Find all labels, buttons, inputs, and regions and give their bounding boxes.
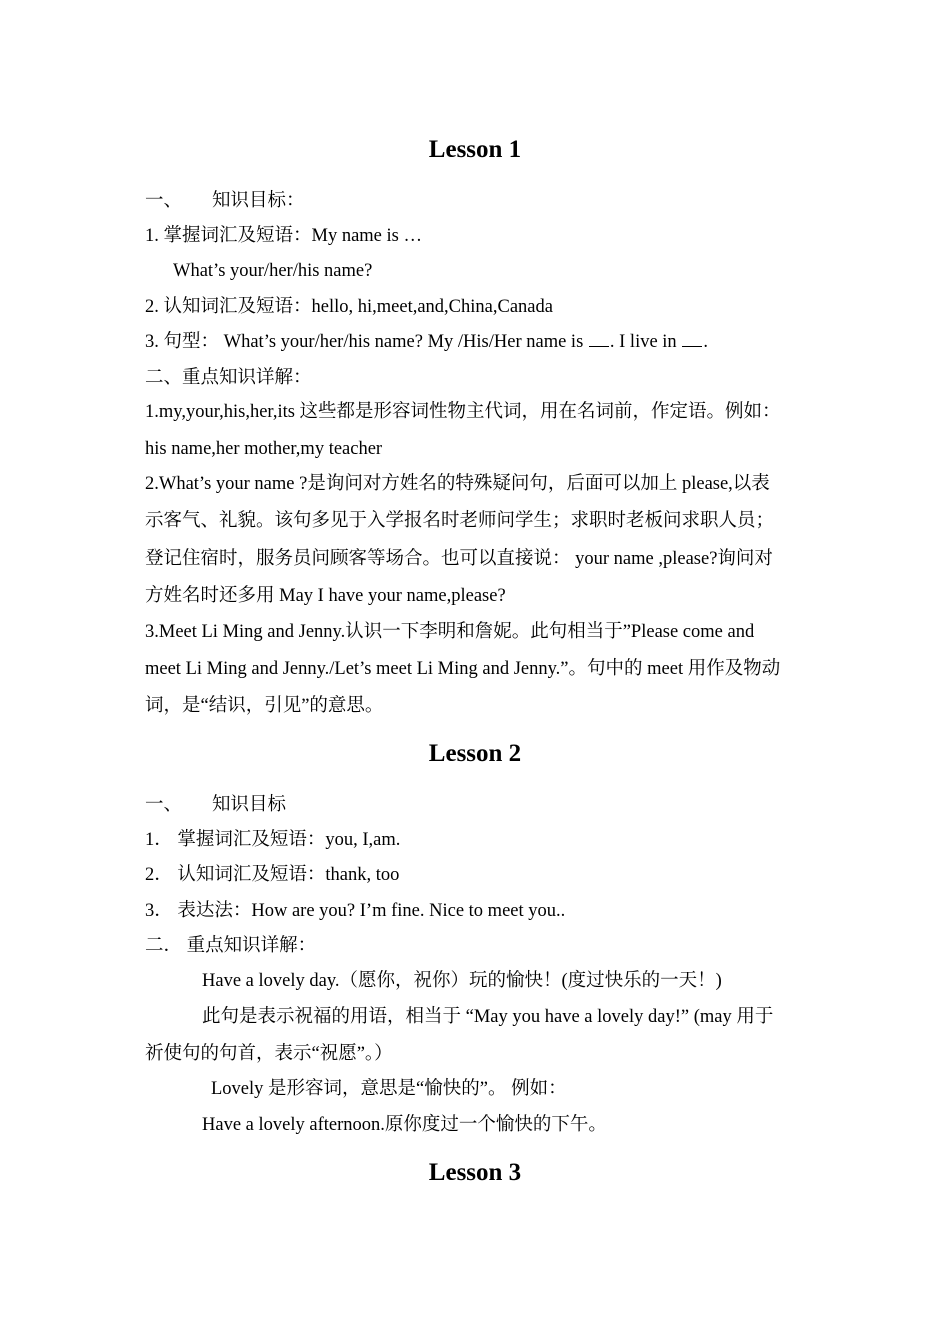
l2-explanation-line-2: 祈使句的句首，表示“祝愿”。） — [145, 1044, 393, 1064]
l1-para-2-line-4: 方姓名时还多用 May I have your name,please? — [145, 586, 506, 606]
l1-para-2-line-3: 登记住宿时，服务员问顾客等场合。也可以直接说： your name ,please?询问对 — [145, 549, 773, 569]
l2-lovely-note: Lovely 是形容词，意思是“愉快的”。 例如： — [211, 1079, 567, 1099]
l2-section-1-number: 一、 — [145, 795, 183, 815]
l1-item-1-continued: What’s your/her/his name? — [173, 261, 373, 281]
l1-para-1-line-2: his name,her mother,my teacher — [145, 439, 383, 459]
l1-para-2-line-1: 2.What’s your name ?是询问对方姓名的特殊疑问句，后面可以加上 please,以表 — [145, 474, 770, 494]
l2-item-3: 3． 表达法：How are you? I’m fine. Nice to meet you.. — [145, 901, 566, 921]
l1-item-1: 1. 掌握词汇及短语：My name is … — [145, 226, 422, 246]
l1-item-2: 2. 认知词汇及短语：hello, hi,meet,and,China,Canada — [145, 297, 553, 317]
l1-section-1-title: 知识目标： — [212, 191, 305, 211]
l2-item-1: 1． 掌握词汇及短语：you, I,am. — [145, 830, 401, 850]
lesson-1-title: Lesson 1 — [428, 136, 522, 163]
l1-para-2-line-2: 示客气、礼貌。该句多见于入学报名时老师问学生；求职时老板问求职人员； — [145, 511, 775, 531]
lesson-3-title: Lesson 3 — [428, 1159, 522, 1186]
l1-para-3-line-2: meet Li Ming and Jenny./Let’s meet Li Ming and Jenny.”。句中的 meet 用作及物动 — [145, 659, 781, 679]
fill-blank-2 — [682, 345, 702, 347]
l1-para-3-line-1: 3.Meet Li Ming and Jenny.认识一下李明和詹妮。此句相当于”Please come and — [145, 622, 755, 642]
l2-example-1: Have a lovely day.（愿你，祝你）玩的愉快！(度过快乐的一天！) — [202, 971, 722, 991]
fill-blank-1 — [589, 345, 609, 347]
l1-section-2-title: 二、重点知识详解： — [145, 368, 312, 388]
l1-item-3: 3. 句型： What’s your/her/his name? My /His/Her name is . I live in . — [145, 332, 708, 352]
l2-example-2: Have a lovely afternoon.原你度过一个愉快的下午。 — [202, 1115, 607, 1135]
l2-item-2: 2． 认知词汇及短语：thank, too — [145, 865, 400, 885]
l2-section-2-title: 二． 重点知识详解： — [145, 936, 317, 956]
l1-section-1-number: 一、 — [145, 191, 183, 211]
l1-para-1-line-1: 1.my,your,his,her,its 这些都是形容词性物主代词，用在名词前，作定语。例如： — [145, 402, 781, 422]
l1-para-3-line-3: 词，是“结识，引见”的意思。 — [145, 696, 384, 716]
l2-explanation-line-1: 此句是表示祝福的用语，相当于 “May you have a lovely day!” (may 用于 — [202, 1007, 774, 1027]
l2-section-1-title: 知识目标 — [212, 795, 287, 815]
lesson-2-title: Lesson 2 — [428, 740, 522, 767]
